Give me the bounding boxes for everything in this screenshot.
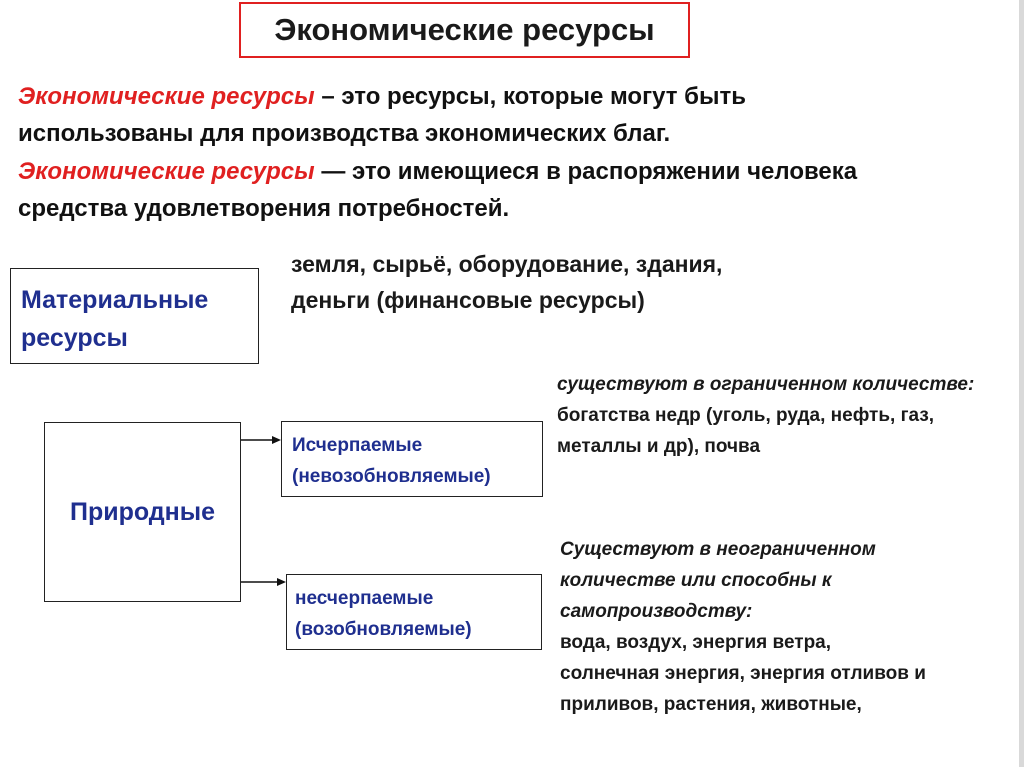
material-list-line: деньги (финансовые ресурсы) <box>291 287 645 313</box>
exhaustible-label-line: Исчерпаемые <box>292 435 423 456</box>
description-line: богатства недр (уголь, руда, нефть, газ, <box>557 405 935 426</box>
description-line: металлы и др), почва <box>557 436 761 457</box>
material-label-line: ресурсы <box>21 324 128 352</box>
natural-resources-box: Природные <box>44 422 241 602</box>
definition-term: Экономические ресурсы <box>18 158 315 185</box>
definition-term: Экономические ресурсы <box>18 83 315 110</box>
exhaustible-label-line: (невозобновляемые) <box>292 466 491 487</box>
renewable-label-line: несчерпаемые <box>295 588 434 609</box>
slide-title: Экономические ресурсы <box>239 2 690 58</box>
renewable-label-line: (возобновляемые) <box>295 619 472 640</box>
arrowhead-icon <box>277 578 286 586</box>
renewable-description <box>560 534 926 720</box>
definition-text: — это имеющиеся в распоряжении человека средства удовлетворения потребностей. <box>18 158 858 222</box>
description-line: приливов, растения, животные, <box>560 694 862 715</box>
exhaustible-resources-box <box>281 421 543 497</box>
description-line: Существуют в неограниченном <box>560 539 876 560</box>
material-list-line: земля, сырьё, оборудование, здания, <box>291 251 723 277</box>
exhaustible-description <box>557 369 974 462</box>
description-line: вода, воздух, энергия ветра, <box>560 632 832 653</box>
description-line: количестве или способны к <box>560 570 832 591</box>
description-line: солнечная энергия, энергия отливов и <box>560 663 926 684</box>
description-line: самопроизводству: <box>560 601 753 622</box>
renewable-resources-box <box>286 574 542 650</box>
definition-text: – это ресурсы, которые могут быть использованы для производства экономических благ. <box>18 83 746 147</box>
arrowhead-icon <box>272 436 281 444</box>
description-line: существуют в ограниченном количестве: <box>557 374 975 395</box>
material-label-line: Материальные <box>21 286 209 314</box>
